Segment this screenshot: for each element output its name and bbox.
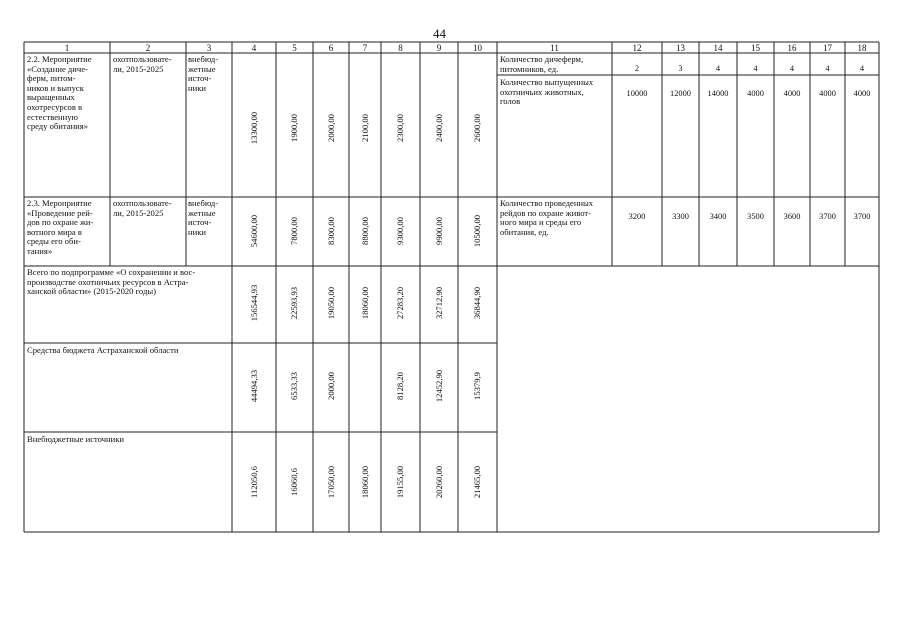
total-extrabudget-amount: 21465,00 [472,465,482,499]
total-subprogram-amount: 22593,93 [289,286,299,320]
column-header-3: 3 [206,43,212,53]
column-header-16: 16 [787,43,797,53]
row-2-2-amount-2016: 2000,00 [326,114,336,142]
row-2-3-activity: 2.3. Мероприятие «Проведение рей- дов по охране жи- вотного мира в среды его оби- тания» [27,198,94,256]
row-2-3-amount-2017: 8800,00 [360,217,370,245]
total-budget-label: Средства бюджета Астраханской области [27,345,179,355]
column-header-12: 12 [632,43,642,53]
column-header-5: 5 [292,43,297,53]
row-2-2-amount-2017: 2100,00 [360,114,370,142]
row-2-2-amount-total: 13300,00 [249,111,259,145]
row-2-3-executor: охотпользовате- ли, 2015-2025 [113,198,172,218]
total-budget-amount: 44494,33 [249,369,259,403]
total-budget-amount: 8128,20 [395,372,405,400]
row-2-2-indicator-1-value: 4 [825,64,830,73]
row-2-3-indicator-1-value: 3700 [853,212,871,221]
column-header-7: 7 [362,43,368,53]
column-header-4: 4 [251,43,257,53]
total-subprogram-amount: 156544,93 [249,284,259,322]
total-subprogram-amount: 32712,90 [434,286,444,320]
column-header-1: 1 [64,43,70,53]
row-2-3-indicator-1-name: Количество проведенных рейдов по охране живот- ного мира и среды его обитания, ед. [500,198,594,237]
column-header-15: 15 [751,43,760,53]
total-subprogram-amount: 36844,90 [472,286,482,320]
row-2-3-amount-2016: 8300,00 [326,217,336,245]
total-extrabudget-amount: 16060,6 [289,468,299,496]
total-extrabudget-amount: 17050,00 [326,465,336,499]
total-subprogram-amount: 19050,00 [326,286,336,320]
row-2-2-indicator-1-value: 4 [715,64,721,73]
row-2-2-indicator-2-value: 14000 [707,89,729,98]
row-2-3-amount-total: 54600,00 [249,214,259,248]
row-2-2-indicator-2-value: 10000 [626,89,648,98]
row-2-3-indicator-1-value: 3200 [628,212,646,221]
row-2-2-amount-2015: 1900,00 [289,114,299,142]
column-header-14: 14 [713,43,723,53]
column-header-8: 8 [398,43,403,53]
row-2-2-indicator-2-value: 4000 [853,89,871,98]
total-extrabudget-amount: 112050,6 [249,466,259,498]
total-budget-amount: 2000,00 [326,372,336,400]
total-budget-amount: 15379,9 [472,372,482,400]
row-2-2-indicator-1-value: 4 [753,64,758,73]
row-2-3-indicator-1-value: 3400 [709,212,727,221]
column-header-13: 13 [676,43,685,53]
total-extrabudget-amount: 18060,00 [360,465,370,499]
total-extrabudget-label: Внебюджетные источники [27,434,125,444]
total-subprogram-label: Всего по подпрограмме «О сохранении и вос- производстве охотничьих ресурсов в Астра- ханской области» (2015-2020 годы) [27,267,196,297]
total-extrabudget-amount: 19155,00 [395,465,405,499]
page-number: 44 [433,26,446,41]
total-subprogram-amount: 18060,00 [360,286,370,320]
row-2-2-indicator-2-value: 4000 [747,89,764,98]
column-header-2: 2 [145,43,151,53]
column-header-11: 11 [550,43,559,53]
total-budget-amount: 12452,90 [434,369,444,403]
row-2-3-source: внебюд- жетные источ- ники [188,198,219,237]
row-2-2-indicator-1-value: 3 [678,64,683,73]
row-2-3-indicator-1-value: 3300 [672,212,689,221]
row-2-2-amount-2018: 2300,00 [395,114,405,142]
total-subprogram-amount: 27283,20 [395,286,405,320]
row-2-3-indicator-1-value: 3600 [783,212,801,221]
row-2-3-indicator-1-value: 3700 [819,212,836,221]
column-header-17: 17 [823,43,832,53]
column-header-9: 9 [436,43,442,53]
row-2-2-source: внебюд- жетные источ- ники [188,54,219,93]
row-2-2-indicator-1-value: 2 [634,64,640,73]
row-2-2-amount-2019: 2400,00 [434,114,444,142]
row-2-2-indicator-2-value: 4000 [783,89,801,98]
row-2-3-amount-2018: 9300,00 [395,217,405,245]
column-header-10: 10 [473,43,482,53]
row-2-2-indicator-2-value: 12000 [670,89,691,98]
row-2-3-amount-2019: 9900,00 [434,217,444,245]
row-2-3-amount-2020: 10500,00 [472,214,482,248]
row-2-2-indicator-2-name: Количество выпущенных охотничьих животных, голов [500,77,594,107]
row-2-2-indicator-1-name: Количество дичеферм, питомников, ед. [500,54,584,74]
row-2-3-indicator-1-value: 3500 [747,212,764,221]
row-2-3-amount-2015: 7800,00 [289,217,299,245]
row-2-2-indicator-2-value: 4000 [819,89,836,98]
row-2-2-amount-2020: 2600,00 [472,114,482,142]
row-2-2-activity: 2.2. Мероприятие «Создание диче- ферм, питом- ников и выпуск выращенных охотресурсов в естественную среду обитания» [27,54,92,132]
column-header-6: 6 [328,43,334,53]
total-extrabudget-amount: 20260,00 [434,465,444,499]
row-2-2-indicator-1-value: 4 [789,64,795,73]
total-budget-amount: 6533,33 [289,372,299,400]
column-header-18: 18 [857,43,867,53]
row-2-2-executor: охотпользовате- ли, 2015-2025 [113,54,172,74]
row-2-2-indicator-1-value: 4 [859,64,865,73]
